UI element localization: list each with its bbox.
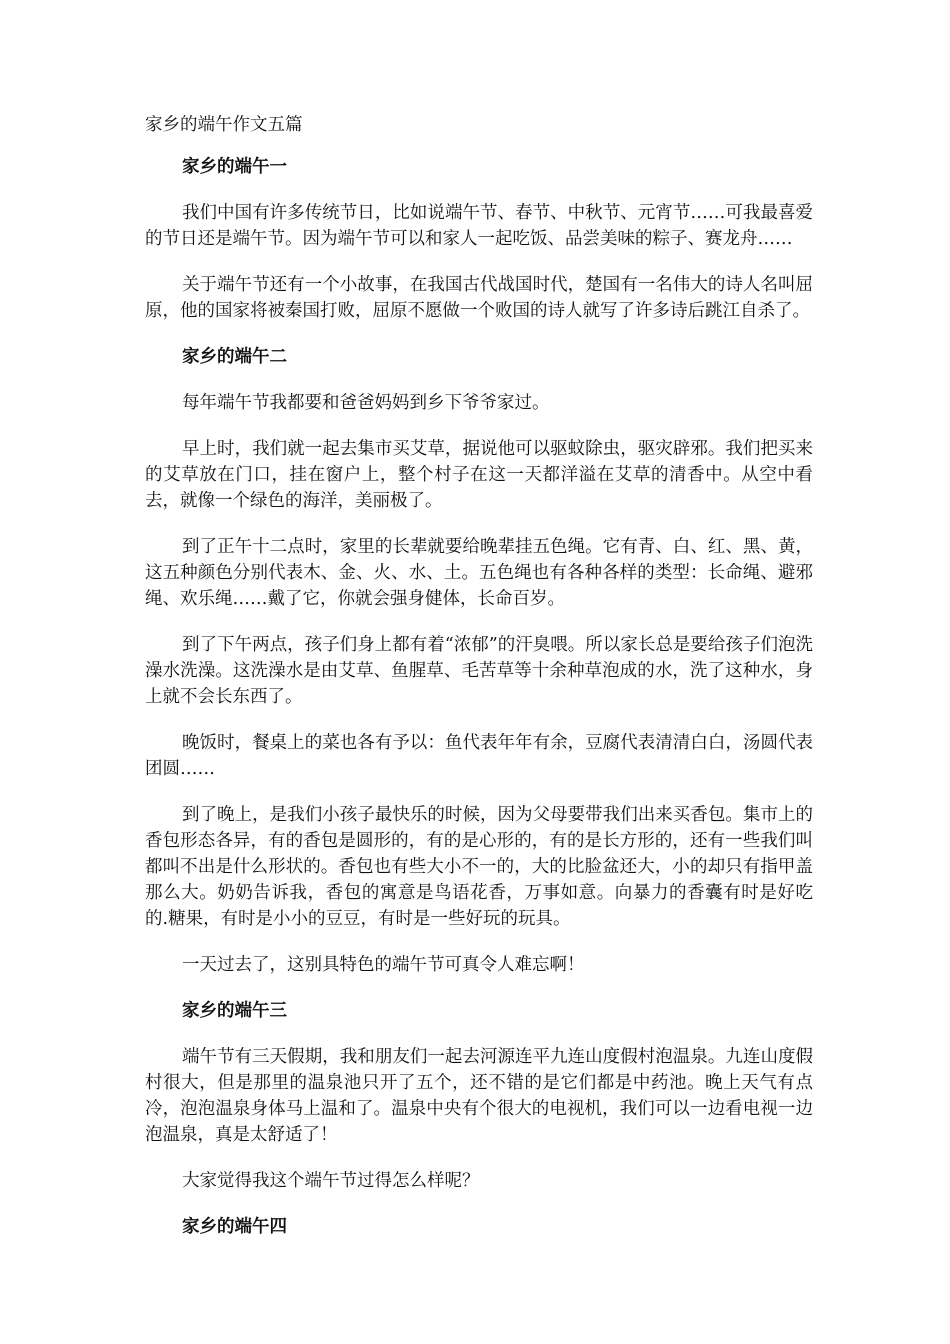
document-title: 家乡的端午作文五篇 <box>145 115 303 135</box>
paragraph: 到了下午两点，孩子们身上都有着“浓郁”的汗臭喂。所以家长总是要给孩子们泡洗澡水洗澡。这洗澡水是由艾草、鱼腥草、毛苦草等十余种草泡成的水，洗了这种水，身上就不会长东西了。 <box>145 635 813 707</box>
paragraph: 每年端午节我都要和爸爸妈妈到乡下爷爷家过。 <box>182 393 550 413</box>
paragraph: 端午节有三天假期，我和朋友们一起去河源连平九连山度假村泡温泉。九连山度假村很大，但是那里的温泉池只开了五个，还不错的是它们都是中药池。晚上天气有点冷，泡泡温泉身体马上温和了。温泉中央有个很大的电视机，我们可以一边看电视一边泡温泉，真是太舒适了！ <box>145 1047 813 1145</box>
paragraph: 早上时，我们就一起去集市买艾草，据说他可以驱蚊除虫，驱灾辟邪。我们把买来的艾草放在门口，挂在窗户上，整个村子在这一天都洋溢在艾草的清香中。从空中看去，就像一个绿色的海洋，美丽极了。 <box>145 439 813 511</box>
paragraph: 到了正午十二点时，家里的长辈就要给晚辈挂五色绳。它有青、白、红、黑、黄，这五种颜色分别代表木、金、火、水、土。五色绳也有各种各样的类型：长命绳、避邪绳、欢乐绳……戴了它，你就会强身健体，长命百岁。 <box>145 537 813 609</box>
document-page <box>145 112 813 1260</box>
paragraph: 关于端午节还有一个小故事，在我国古代战国时代，楚国有一名伟大的诗人名叫屈原，他的国家将被秦国打败，屈原不愿做一个败国的诗人就写了许多诗后跳江自杀了。 <box>145 275 813 321</box>
section-3 <box>145 998 813 1194</box>
paragraph: 一天过去了，这别具特色的端午节可真令人难忘啊！ <box>182 955 585 975</box>
paragraph: 到了晚上，是我们小孩子最快乐的时候，因为父母要带我们出来买香包。集市上的香包形态各异，有的香包是圆形的，有的是心形的，有的是长方形的，还有一些我们叫都叫不出是什么形状的。香包也有些大小不一的，大的比脸盆还大，小的却只有指甲盖那么大。奶奶告诉我，香包的寓意是鸟语花香，万事如意。向暴力的香囊有时是好吃的.糖果，有时是小小的豆豆，有时是一些好玩的玩具。 <box>145 805 813 929</box>
paragraph: 大家觉得我这个端午节过得怎么样呢？ <box>182 1171 480 1191</box>
paragraph: 晚饭时，餐桌上的菜也各有予以：鱼代表年年有余，豆腐代表清清白白，汤圆代表团圆…… <box>145 733 813 779</box>
section-2 <box>145 344 813 978</box>
section-heading: 家乡的端午三 <box>182 1001 287 1021</box>
section-heading: 家乡的端午一 <box>182 157 287 177</box>
paragraph: 我们中国有许多传统节日，比如说端午节、春节、中秋节、元宵节……可我最喜爱的节日还是端午节。因为端午节可以和家人一起吃饭、品尝美味的粽子、赛龙舟…… <box>145 203 813 249</box>
section-1 <box>145 154 813 324</box>
section-heading: 家乡的端午二 <box>182 347 287 367</box>
section-4 <box>145 1214 813 1240</box>
section-heading: 家乡的端午四 <box>182 1217 287 1237</box>
